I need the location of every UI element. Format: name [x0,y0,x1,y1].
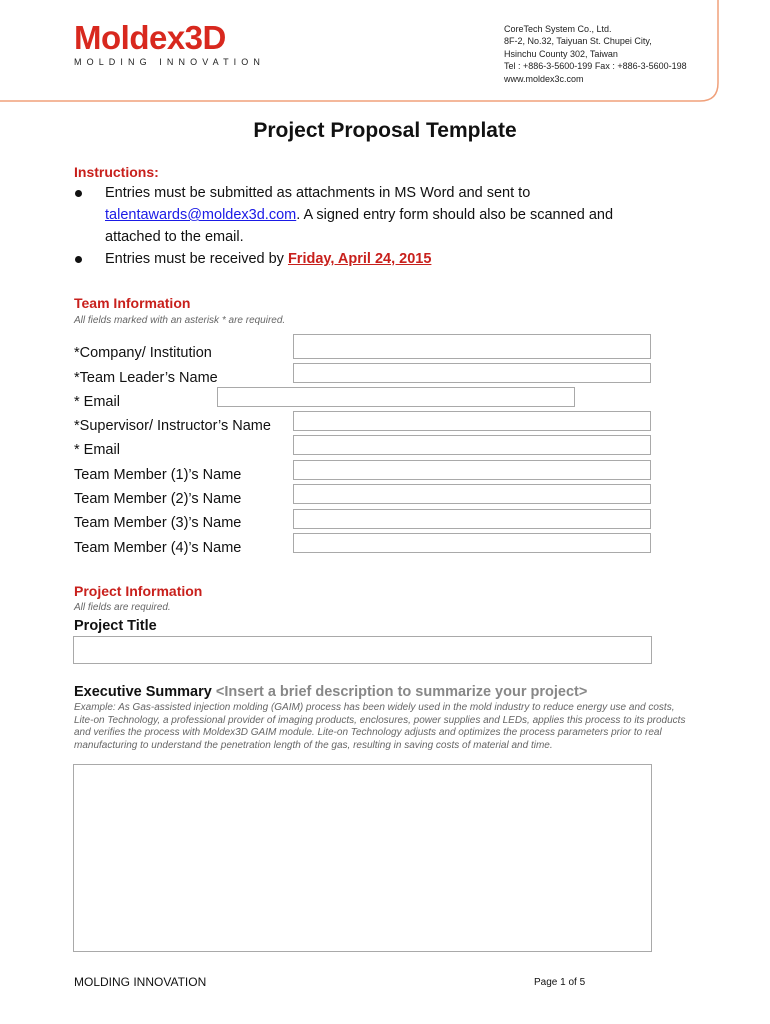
executive-summary-title: Executive Summary [74,684,212,700]
instruction-2-text: Entries must be received by [105,251,288,267]
footer-tagline: MOLDING INNOVATION [74,975,207,989]
instruction-item-2 [105,248,431,270]
email-link[interactable]: talentawards@moldex3d.com [105,207,297,223]
executive-summary-hint: <Insert a brief description to summarize your project> [215,684,588,700]
project-title-input[interactable] [73,636,652,664]
company-input[interactable] [293,334,651,359]
moldex3d-logo [74,20,265,67]
supervisor-label: *Supervisor/ Instructor’s Name [74,418,271,434]
page-title: Project Proposal Template [253,119,517,142]
member-3-input[interactable] [293,509,651,529]
project-info-heading: Project Information [74,583,203,599]
project-info-note: All fields are required. [74,602,171,613]
supervisor-email-input[interactable] [293,435,651,455]
contact-address-1: 8F-2, No.32, Taiyuan St. Chupei City, [504,36,652,47]
bullet-icon [75,190,82,197]
contact-company: CoreTech System Co., Ltd. [504,24,612,34]
instruction-1-text: Entries must be submitted as attachments in MS Word and sent to [105,185,531,201]
instruction-1-text-cont: . A signed entry form should also be scanned and [296,207,614,223]
member-1-input[interactable] [293,460,651,480]
member-1-label: Team Member (1)’s Name [74,467,242,483]
page-number: Page 1 of 5 [534,977,586,988]
member-2-label: Team Member (2)’s Name [74,491,242,507]
member-4-label: Team Member (4)’s Name [74,540,242,556]
instructions-heading: Instructions: [74,164,159,180]
leader-email-label: * Email [74,394,120,410]
member-4-input[interactable] [293,533,651,553]
company-label: *Company/ Institution [74,345,212,361]
team-leader-label: *Team Leader’s Name [74,370,218,386]
supervisor-input[interactable] [293,411,651,431]
executive-summary-example: Example: As Gas-assisted injection molding (GAIM) process has been widely used in the mold industry to reduce energy use and costs, Lite-on Technology, a professional provider of imaging products, enclosures, power supplies and LEDs, applies this process to its products and verifies the process with Moldex3D GAIM module. Lite-on Technology adjusts and optimizes the process parameters prior to real manufacturing to understand the penetration length of the gas, resulting in saving costs of material and time. [74,702,686,751]
member-2-input[interactable] [293,484,651,504]
instruction-1-text-end: attached to the email. [105,229,244,245]
executive-summary-label [74,684,587,700]
contact-phone-fax: Tel : +886-3-5600-199 Fax : +886-3-5600-198 [504,61,687,72]
supervisor-email-label: * Email [74,442,120,458]
team-info-heading: Team Information [74,295,191,311]
member-3-label: Team Member (3)’s Name [74,515,242,531]
logo-name: Moldex3D [74,19,226,56]
project-title-label: Project Title [74,618,157,634]
contact-address-2: Hsinchu County 302, Taiwan [504,48,618,59]
deadline-date: Friday, April 24, 2015 [287,251,432,267]
contact-website: www.moldex3c.com [504,73,584,84]
leader-email-input[interactable] [217,387,575,407]
bullet-icon [75,256,82,263]
logo-tagline: MOLDING INNOVATION [74,57,265,67]
company-contact-block [504,23,687,85]
team-leader-input[interactable] [293,363,651,383]
executive-summary-input[interactable] [73,764,652,952]
team-info-note: All fields marked with an asterisk * are required. [74,315,286,326]
instruction-item-1 [105,182,675,248]
